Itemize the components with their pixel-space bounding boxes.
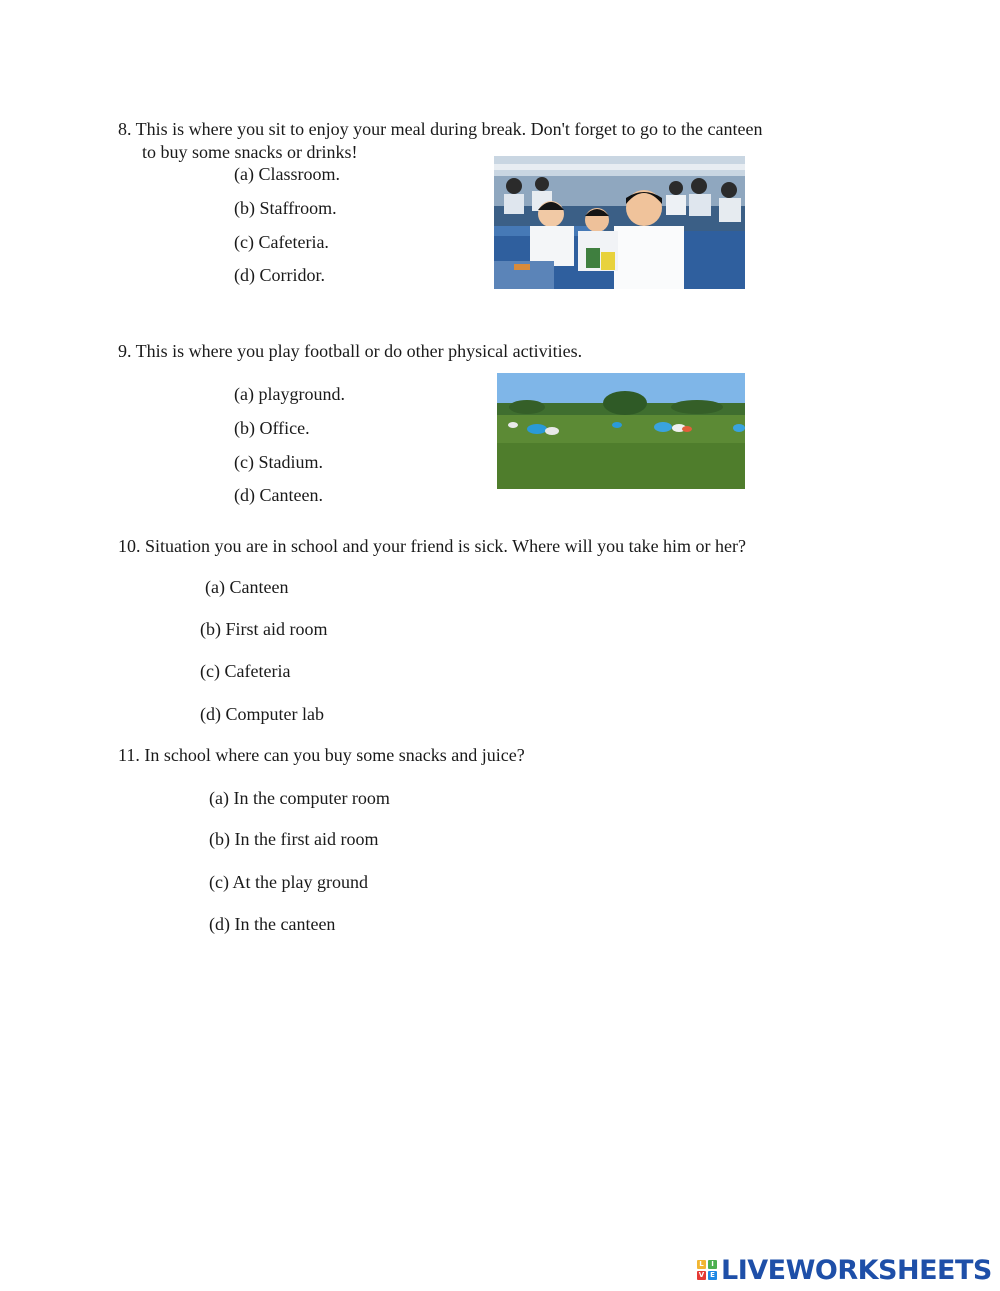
question-9-option-c[interactable]: (c) Stadium. [234,452,323,472]
question-10-option-d[interactable]: (d) Computer lab [200,704,324,724]
question-9-option-a[interactable]: (a) playground. [234,384,345,404]
cafeteria-photo [494,156,745,289]
question-11-option-a[interactable]: (a) In the computer room [209,788,390,808]
question-8-text-line1: 8. This is where you sit to enjoy your meal during break. Don't forget to go to the canteen [118,119,763,139]
question-9-text: 9. This is where you play football or do other physical activities. [118,341,583,361]
question-8-option-c[interactable]: (c) Cafeteria. [234,232,329,252]
question-8-option-b[interactable]: (b) Staffroom. [234,198,337,218]
liveworksheets-logo [697,1255,992,1285]
logo-text: LIVEWORKSHEETS [721,1254,992,1286]
question-8-option-a[interactable]: (a) Classroom. [234,164,340,184]
question-11-option-c[interactable]: (c) At the play ground [209,872,368,892]
question-10-option-b[interactable]: (b) First aid room [200,619,328,639]
question-8-option-d[interactable]: (d) Corridor. [234,265,325,285]
question-11-text: 11. In school where can you buy some snacks and juice? [118,745,525,765]
question-10-option-a[interactable]: (a) Canteen [205,577,289,597]
question-9-option-d[interactable]: (d) Canteen. [234,485,323,505]
question-11-option-b[interactable]: (b) In the first aid room [209,829,379,849]
question-8-text-line2: to buy some snacks or drinks! [142,142,358,162]
question-9-option-b[interactable]: (b) Office. [234,418,310,438]
question-10-text: 10. Situation you are in school and your friend is sick. Where will you take him or her? [118,536,747,556]
playground-photo [497,373,745,489]
question-10-option-c[interactable]: (c) Cafeteria [200,661,291,681]
logo-blocks-icon: L I V E [697,1260,717,1280]
question-11-option-d[interactable]: (d) In the canteen [209,914,336,934]
